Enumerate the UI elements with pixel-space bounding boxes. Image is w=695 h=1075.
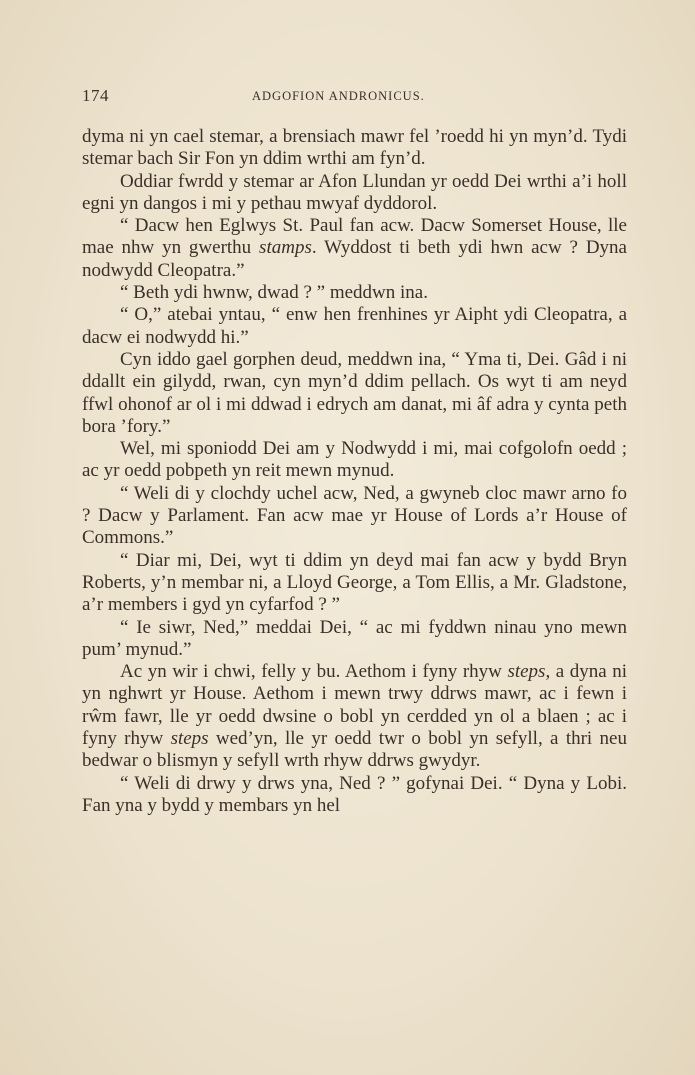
- paragraph: Oddiar fwrdd y stemar ar Afon Llundan yr oedd Dei wrthi a’i holl egni yn dangos i mi y pethau mwyaf dyddorol.: [82, 170, 627, 214]
- page-header: [82, 86, 627, 108]
- paragraph: dyma ni yn cael stemar, a brensiach mawr fel ’roedd hi yn myn’d. Tydi stemar bach Sir Fon yn ddim wrthi am fyn’d.: [82, 126, 627, 170]
- paragraph: “ O,” atebai yntau, “ enw hen frenhines yr Aipht ydi Cleopatra, a dacw ei nodwydd hi.”: [82, 304, 627, 348]
- paragraph: “ Ie siwr, Ned,” meddai Dei, “ ac mi fyddwn ninau yno mewn pum’ mynud.”: [82, 616, 627, 660]
- paragraph: “ Weli di drwy y drws yna, Ned ? ” gofynai Dei. “ Dyna y Lobi. Fan yna y bydd y membars yn hel: [82, 772, 627, 816]
- paragraph: “ Dacw hen Eglwys St. Paul fan acw. Dacw Somerset House, lle mae nhw yn gwerthu stamps. Wyddost ti beth ydi hwn acw ? Dyna nodwydd Cleopatra.”: [82, 215, 627, 281]
- paragraph: Cyn iddo gael gorphen deud, meddwn ina, “ Yma ti, Dei. Gâd i ni ddallt ein gilydd, rwan, cyn myn’d ddim pellach. Os wyt ti am neyd ffwl ohonof ar ol i mi ddwad i edrych am danat, mi âf adra y cynta peth bora ’fory.”: [82, 348, 627, 437]
- body-text: [82, 126, 627, 817]
- paragraph: “ Beth ydi hwnw, dwad ? ” meddwn ina.: [120, 282, 428, 304]
- paragraph: “ Weli di y clochdy uchel acw, Ned, a gwyneb cloc mawr arno fo ? Dacw y Parlament. Fan acw mae yr House of Lords a’r House of Commons.”: [82, 482, 627, 549]
- running-title: ADGOFION ANDRONICUS.: [252, 89, 425, 103]
- paragraph: Ac yn wir i chwi, felly y bu. Aethom i fyny rhyw steps, a dyna ni yn nghwrt yr House. Aethom i mewn trwy ddrws mawr, ac i fewn i rŵm fawr, lle yr oedd dwsine o bobl yn cerdded yn ol a blaen ; ac i fyny rhyw steps wed’yn, lle yr oedd twr o bobl yn sefyll, a thri neu bedwar o blismyn y sefyll wrth rhyw ddrws gwydyr.: [82, 661, 627, 772]
- paragraph: “ Diar mi, Dei, wyt ti ddim yn deyd mai fan acw y bydd Bryn Roberts, y’n membar ni, a Lloyd George, a Tom Ellis, a Mr. Gladstone, a’r members i gyd yn cyfarfod ? ”: [82, 549, 627, 616]
- page-number: 174: [82, 86, 109, 105]
- paragraph: Wel, mi sponiodd Dei am y Nodwydd i mi, mai cofgolofn oedd ; ac yr oedd pobpeth yn reit mewn mynud.: [82, 438, 627, 482]
